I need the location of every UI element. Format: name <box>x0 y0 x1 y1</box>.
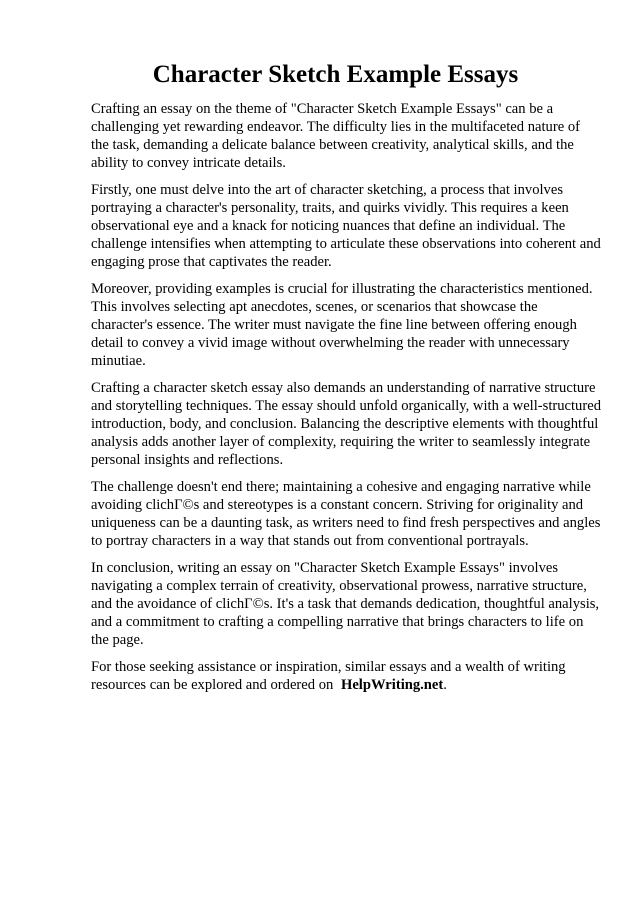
document-title: Character Sketch Example Essays <box>152 61 519 88</box>
paragraph-closing <box>91 658 601 694</box>
closing-text: For those seeking assistance or inspiration, similar essays and a wealth of writing resources can be explored and ordered on <box>91 659 566 693</box>
closing-period: . <box>443 677 447 693</box>
paragraph-cliches: The challenge doesn't end there; maintaining a cohesive and engaging narrative while avoiding clichГ©s and stereotypes is a constant concern. Striving for originality and uniqueness can be a daunting task, as writers need to find fresh perspectives and angles to portray characters in a way that stands out from conventional portrayals. <box>91 479 601 549</box>
paragraph-character-sketching: Firstly, one must delve into the art of character sketching, a process that involves portraying a character's personality, traits, and quirks vividly. This requires a keen observational eye and a knack for noticing nuances that define an individual. The challenge intensifies when attempting to articulate these observations into coherent and engaging prose that captivates the reader. <box>91 182 601 270</box>
helpwriting-link[interactable]: HelpWriting.net <box>340 677 444 693</box>
paragraph-narrative-structure: Crafting a character sketch essay also demands an understanding of narrative structure and storytelling techniques. The essay should unfold organically, with a well-structured introduction, body, and conclusion. Balancing the descriptive elements with thoughtful analysis adds another layer of complexity, requiring the writer to seamlessly integrate personal insights and reflections. <box>91 380 601 468</box>
paragraph-examples: Moreover, providing examples is crucial for illustrating the characteristics mentioned. This involves selecting apt anecdotes, scenes, or scenarios that showcase the character's essence. The writer must navigate the fine line between offering enough detail to convey a vivid image without overwhelming the reader with unnecessary minutiae. <box>91 281 593 369</box>
paragraph-intro: Crafting an essay on the theme of "Character Sketch Example Essays" can be a challenging yet rewarding endeavor. The difficulty lies in the multifaceted nature of the task, demanding a delicate balance between creativity, analytical skills, and the ability to convey intricate details. <box>91 101 580 171</box>
paragraph-conclusion: In conclusion, writing an essay on "Character Sketch Example Essays" involves navigating a complex terrain of creativity, observational prowess, narrative structure, and the avoidance of clichГ©s. It's a task that demands dedication, thoughtful analysis, and a commitment to crafting a compelling narrative that brings characters to life on the page. <box>91 560 600 648</box>
